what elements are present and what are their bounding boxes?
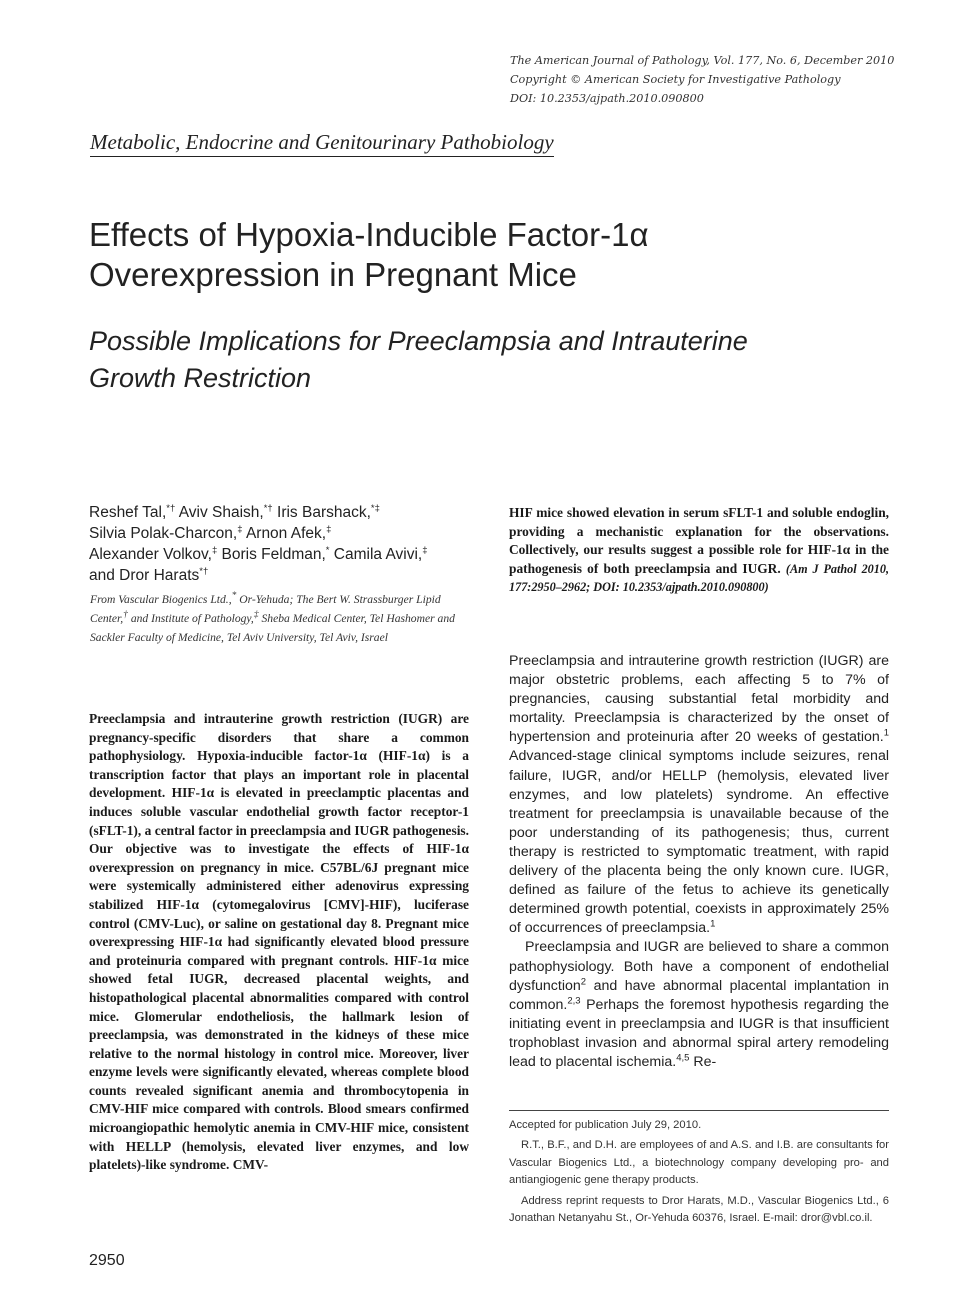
reference-mark: 1 [710, 918, 716, 930]
author-line [89, 544, 479, 565]
paragraph-text: Re- [689, 1053, 717, 1070]
journal-header [510, 51, 930, 108]
affiliations [90, 590, 470, 648]
journal-citation: The American Journal of Pathology, Vol. 177, No. 6, December 2010 [510, 54, 895, 67]
author-mark: *‡ [370, 502, 380, 514]
affiliation-mark: * [231, 591, 237, 602]
footnotes [509, 1117, 889, 1230]
paragraph [509, 652, 889, 938]
author-name: Arnon Afek, [245, 525, 327, 542]
subtitle-line-2: Growth Restriction [89, 363, 312, 393]
author-name: Camila Avivi, [333, 546, 423, 563]
author-name: and Dror Harats [89, 567, 200, 584]
author-list [89, 502, 479, 586]
introduction-text [509, 652, 889, 1072]
author-name: Aviv Shaish, [178, 504, 264, 521]
footnote-conflict: R.T., B.F., and D.H. are employees of and A.S. and I.B. are consultants for Vascular Biogenics Ltd., a biotechnology company developing pro- and antiangiogenic gene therapy products. [509, 1139, 889, 1187]
abstract-right-column [509, 504, 889, 597]
copyright-line: Copyright © American Society for Investigative Pathology [510, 73, 841, 86]
paragraph-text: Preeclampsia and IUGR are believed to share a common pathophysiology. Both have a component of endothelial dysfunction [509, 939, 889, 994]
paragraph-text: Advanced-stage clinical symptoms include seizures, renal failure, IUGR, and/or HELLP (hemolysis, elevated liver enzymes, and low platelets) syndrome. An effective treatment for preeclampsia is unavailable because of the poor understanding of its pathogenesis; thus, current therapy is restricted to symptomatic treatment, with rapid delivery of the placenta being the only known cure. IUGR, defined as failure of the fetus to achieve its genetically determined growth potential, coexists in approximately 25% of occurrences of preeclampsia. [509, 748, 889, 937]
abstract-conclusion: HIF mice showed elevation in serum sFLT-1 and soluble endoglin, providing a mechanistic explanation for the observations. Collectively, our results suggest a possible role for HIF-1α in the pathogenesis of both preeclampsia and IUGR. [509, 505, 889, 576]
author-name: Silvia Polak-Charcon, [89, 525, 238, 542]
author-mark: * [325, 544, 330, 556]
section-title: Metabolic, Endocrine and Genitourinary Pathobiology [90, 130, 554, 157]
author-mark: ‡ [211, 544, 218, 556]
article-title [89, 215, 889, 295]
author-mark: ‡ [237, 523, 243, 535]
author-mark: ‡ [326, 523, 332, 535]
author-mark: *† [263, 502, 273, 514]
author-mark: ‡ [422, 544, 428, 556]
author-name: Alexander Volkov, [89, 546, 212, 563]
footnote-accepted: Accepted for publication July 29, 2010. [509, 1119, 702, 1131]
footnote-address: Address reprint requests to Dror Harats, M.D., Vascular Biogenics Ltd., 6 Jonathan Netanyahu St., Or-Yehuda 60376, Israel. E-mail: dror@vbl.co.il. [509, 1194, 889, 1225]
footnote-divider [509, 1110, 889, 1111]
paragraph-text: Perhaps the foremost hypothesis regarding the initiating event in preeclampsia and IUGR is that insufficient trophoblast invasion and abnormal spiral artery remodeling lead to placental ischemia. [509, 996, 889, 1070]
abstract-citation: (Am J Pathol 2010, 177:2950–2962; DOI: 10.2353/ajpath.2010.090800) [509, 561, 889, 595]
affiliation-text: and Institute of Pathology, [127, 612, 254, 626]
reference-mark: 2,3 [567, 994, 581, 1006]
reference-mark: 1 [883, 727, 889, 739]
reference-mark: 4,5 [676, 1052, 690, 1064]
article-subtitle [89, 323, 889, 397]
affiliation-text: From Vascular Biogenics Ltd., [90, 593, 232, 606]
author-line [89, 523, 479, 544]
abstract-left-column: Preeclampsia and intrauterine growth restriction (IUGR) are pregnancy-specific disorders that share a common pathophysiology. Hypoxia-inducible factor-1α (HIF-1α) is a transcription factor that plays an important role in placental development. HIF-1α is elevated in preeclamptic placentas and induces soluble vascular endothelial growth factor receptor-1 (sFLT-1), a central factor in preeclampsia and IUGR pathogenesis. Our objective was to investigate the effects of HIF-1α overexpression on pregnancy in mice. C57BL/6J pregnant mice were systemically administered either adenovirus expressing stabilized HIF-1α (cytomegalovirus [CMV]-HIF), luciferase control (CMV-Luc), or saline on gestational day 8. Pregnant mice overexpressing HIF-1α had significantly elevated blood pressure and proteinuria compared with pregnant controls. HIF-1α mice showed fetal IUGR, decreased placental weights, and histopathological placental abnormalities compared with control mice. Glomerular endotheliosis, the hallmark lesion of preeclampsia, was demonstrated in the kidneys of these mice relative to the normal histology in control mice. Moreover, liver enzyme levels were significantly elevated, whereas complete blood counts revealed significant anemia and thrombocytopenia in CMV-HIF mice compared with controls. Blood smears confirmed microangiopathic hemolytic anemia in CMV-HIF mice, consistent with HELLP (hemolysis, elevated liver enzymes, and low platelets)-like syndrome. CMV- [89, 711, 469, 1173]
author-name: Iris Barshack, [277, 504, 371, 521]
doi-line: DOI: 10.2353/ajpath.2010.090800 [510, 92, 704, 105]
affiliation-text: Sheba Medical Center, Tel Hashomer and Sackler Faculty of Medicine, Tel Aviv University, Tel Aviv, Israel [90, 612, 455, 645]
title-line-2: Overexpression in Pregnant Mice [89, 256, 577, 293]
paragraph [509, 938, 889, 1072]
affiliation-mark: ‡ [253, 610, 259, 621]
subtitle-line-1: Possible Implications for Preeclampsia and Intrauterine [89, 326, 748, 356]
author-mark: *† [166, 502, 176, 514]
page-number: 2950 [89, 1252, 125, 1269]
paragraph-text: Preeclampsia and intrauterine growth restriction (IUGR) are major obstetric problems, each affecting 5 to 7% of pregnancies, causing substantial fetal morbidity and mortality. Preeclampsia is characterized by the onset of hypertension and proteinuria after 20 weeks of gestation. [509, 653, 889, 746]
author-line [89, 565, 479, 586]
author-mark: *† [199, 565, 209, 577]
reference-mark: 2 [580, 975, 587, 987]
affiliation-text: Or-Yehuda; The Bert W. Strassburger Lipid Center, [90, 593, 441, 626]
paragraph-text: and have abnormal placental implantation in common. [509, 977, 889, 1013]
author-name: Boris Feldman, [221, 546, 326, 563]
title-line-1: Effects of Hypoxia-Inducible Factor-1α [89, 216, 649, 253]
author-line [89, 502, 479, 523]
affiliation-mark: † [123, 610, 128, 621]
author-name: Reshef Tal, [89, 504, 167, 521]
